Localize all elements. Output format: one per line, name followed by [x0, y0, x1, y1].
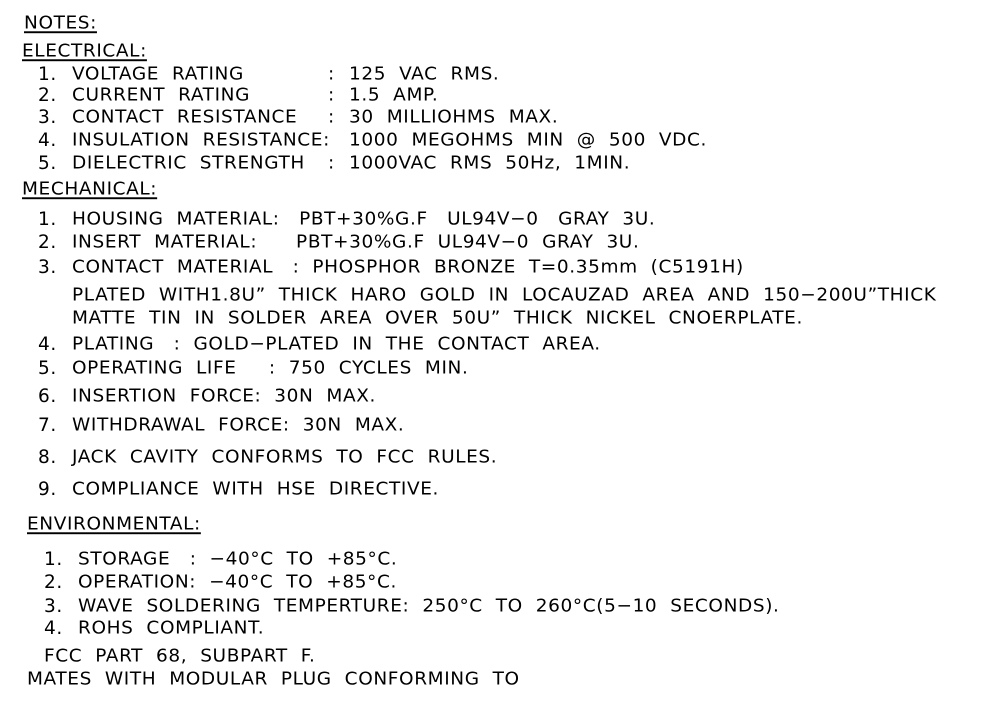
mechanical-item-3-number: 3.	[38, 257, 57, 278]
electrical-item-1-value: 125 VAC RMS.	[349, 64, 500, 85]
electrical-item-5-number: 5.	[38, 153, 57, 174]
mechanical-item-2-text: INSERT MATERIAL: PBT+30%G.F UL94V−0 GRAY 3U.	[72, 232, 640, 253]
electrical-item-5-separator: :	[328, 153, 335, 174]
mechanical-item-1-text: HOUSING MATERIAL: PBT+30%G.F UL94V−0 GRAY 3U.	[72, 209, 656, 230]
environmental-item-4-number: 4.	[44, 618, 63, 639]
mechanical-item-3-continuation-1: PLATED WITH1.8U” THICK HARO GOLD IN LOCAUZAD AREA AND 150−200U”THICK	[72, 285, 937, 306]
environmental-item-3-number: 3.	[44, 596, 63, 617]
electrical-item-1-separator: :	[328, 64, 335, 85]
mechanical-item-8-number: 8.	[38, 447, 57, 468]
electrical-item-3-number: 3.	[38, 107, 57, 128]
environmental-item-2-number: 2.	[44, 572, 63, 593]
mechanical-item-5-number: 5.	[38, 358, 57, 379]
electrical-item-2-number: 2.	[38, 85, 57, 106]
environmental-item-4-text: ROHS COMPLIANT.	[78, 618, 265, 639]
electrical-item-2-separator: :	[328, 85, 335, 106]
mechanical-item-4-number: 4.	[38, 334, 57, 355]
electrical-item-2-value: 1.5 AMP.	[349, 85, 439, 106]
mechanical-item-4-text: PLATING : GOLD−PLATED IN THE CONTACT AREA.	[72, 334, 601, 355]
mechanical-item-5-text: OPERATING LIFE : 750 CYCLES MIN.	[72, 358, 469, 379]
mechanical-item-9-text: COMPLIANCE WITH HSE DIRECTIVE.	[72, 479, 439, 500]
mechanical-item-7-number: 7.	[38, 415, 57, 436]
mechanical-item-8-text: JACK CAVITY CONFORMS TO FCC RULES.	[72, 447, 498, 468]
mechanical-item-3-text: CONTACT MATERIAL : PHOSPHOR BRONZE T=0.35mm (C5191H)	[72, 257, 744, 278]
environmental-item-3-text: WAVE SOLDERING TEMPERTURE: 250°C TO 260°C(5−10 SECONDS).	[78, 596, 780, 617]
electrical-item-5-label: DIELECTRIC STRENGTH	[72, 153, 305, 174]
electrical-heading: ELECTRICAL:	[22, 41, 147, 62]
environmental-item-1-number: 1.	[44, 549, 63, 570]
mechanical-item-7-text: WITHDRAWAL FORCE: 30N MAX.	[72, 415, 405, 436]
electrical-item-3-label: CONTACT RESISTANCE	[72, 107, 298, 128]
electrical-item-3-value: 30 MILLIOHMS MAX.	[349, 107, 559, 128]
electrical-item-5-value: 1000VAC RMS 50Hz, 1MIN.	[349, 153, 631, 174]
electrical-item-1-number: 1.	[38, 64, 57, 85]
environmental-heading: ENVIRONMENTAL:	[27, 514, 201, 535]
mechanical-heading: MECHANICAL:	[22, 179, 158, 200]
mechanical-item-6-number: 6.	[38, 386, 57, 407]
electrical-item-3-separator: :	[328, 107, 335, 128]
mechanical-item-9-number: 9.	[38, 479, 57, 500]
environmental-item-1-text: STORAGE : −40°C TO +85°C.	[78, 549, 398, 570]
footer-fcc-part: FCC PART 68, SUBPART F.	[44, 646, 316, 667]
electrical-item-1-label: VOLTAGE RATING	[72, 64, 244, 85]
electrical-item-4-label: INSULATION RESISTANCE:	[72, 130, 330, 151]
mechanical-item-2-number: 2.	[38, 232, 57, 253]
notes-title: NOTES:	[24, 13, 97, 34]
environmental-item-2-text: OPERATION: −40°C TO +85°C.	[78, 572, 397, 593]
electrical-item-2-label: CURRENT RATING	[72, 85, 251, 106]
mechanical-item-3-continuation-2: MATTE TIN IN SOLDER AREA OVER 50U” THICK NICKEL CNOERPLATE.	[72, 308, 803, 329]
footer-mates-with: MATES WITH MODULAR PLUG CONFORMING TO	[27, 669, 520, 690]
mechanical-item-1-number: 1.	[38, 209, 57, 230]
mechanical-item-6-text: INSERTION FORCE: 30N MAX.	[72, 386, 377, 407]
electrical-item-4-value: 1000 MEGOHMS MIN @ 500 VDC.	[349, 130, 708, 151]
electrical-item-4-number: 4.	[38, 130, 57, 151]
